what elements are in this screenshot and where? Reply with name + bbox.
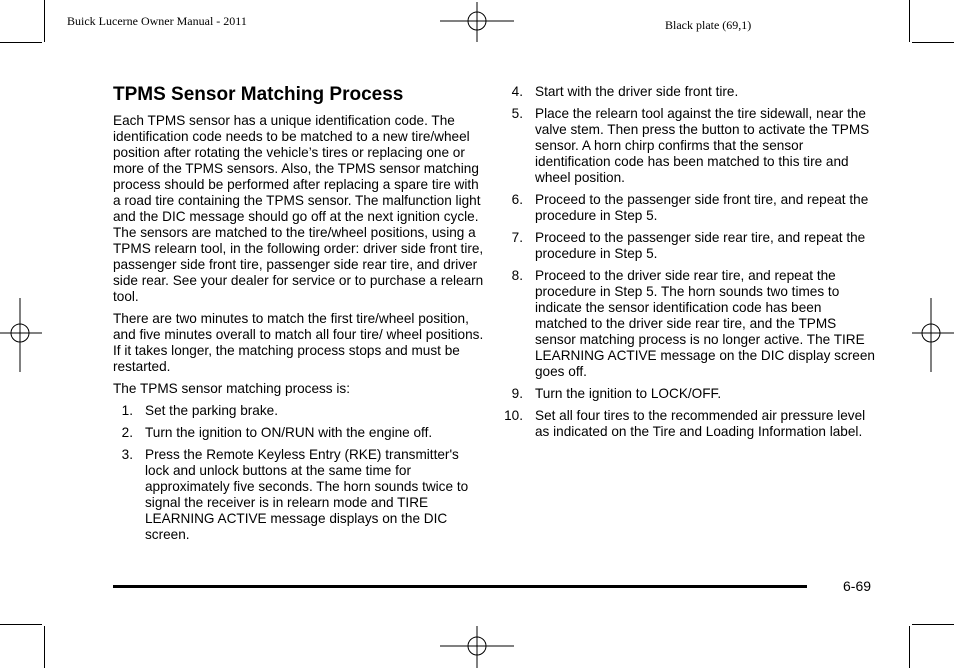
list-item [113,403,485,419]
steps-list [503,84,875,440]
list-item [503,268,875,380]
step-text: Place the relearn tool against the tire sidewall, near the valve stem. Then press the button to activate the TPMS sensor. A horn chirp confirms that the sensor identification code has been matched to this tire and wheel position. [535,106,870,185]
step-number: 3. [121,447,133,462]
list-item [113,447,485,543]
step-text: Press the Remote Keyless Entry (RKE) transmitter's lock and unlock buttons at the same time for approximately five seconds. The horn sounds twice to signal the receiver is in relearn mode and TIRE LEARNING ACTIVE message displays on the DIC screen. [145,447,469,542]
step-text: Proceed to the driver side rear tire, and repeat the procedure in Step 5. The horn sounds two times to indicate the sensor identification code has been matched to the driver side rear tire, and the TPMS sensor matching process is no longer active. The TIRE LEARNING ACTIVE message on the DIC display screen goes off. [535,268,875,379]
paragraph: The TPMS sensor matching process is: [113,381,350,396]
step-text: Proceed to the passenger side rear tire, and repeat the procedure in Step 5. [535,230,866,261]
crop-mark [912,624,954,625]
list-item [113,425,485,441]
crop-mark [909,0,910,42]
registration-mark-top-icon [440,2,514,44]
paragraph: There are two minutes to match the first tire/wheel position, and five minutes overall to match all four tire/ wheel positions. If it takes longer, the matching process stops and must be restarted. [113,311,484,374]
plate-info: Black plate (69,1) [665,18,752,32]
registration-mark-bottom-icon [440,626,514,668]
list-item [503,386,875,402]
step-number: 8. [511,268,523,283]
step-number: 7. [511,230,523,245]
list-item [503,106,875,186]
right-column [503,84,875,446]
step-number: 2. [121,425,133,440]
manual-title: Buick Lucerne Owner Manual - 2011 [67,14,247,28]
step-text: Turn the ignition to ON/RUN with the engine off. [145,425,433,440]
step-number: 6. [511,192,523,207]
list-item [503,192,875,224]
list-item [503,408,875,440]
step-text: Turn the ignition to LOCK/OFF. [535,386,722,401]
step-text: Proceed to the passenger side front tire, and repeat the procedure in Step 5. [535,192,869,223]
page-number: 6-69 [843,578,872,594]
crop-mark [44,0,45,42]
crop-mark [909,626,910,668]
step-number: 9. [511,386,523,401]
steps-list [113,403,485,543]
step-text: Set all four tires to the recommended air pressure level as indicated on the Tire and Loading Information label. [535,408,866,439]
crop-mark [44,626,45,668]
footer-rule [113,585,807,588]
crop-mark [0,42,42,43]
registration-mark-left-icon [0,298,42,372]
crop-mark [912,42,954,43]
step-number: 10. [504,408,523,423]
registration-mark-right-icon [912,298,954,372]
step-number: 5. [511,106,523,121]
list-item [503,230,875,262]
step-number: 4. [511,84,523,99]
step-number: 1. [121,403,133,418]
left-column [113,84,485,549]
list-item [503,84,875,100]
paragraph: Each TPMS sensor has a unique identification code. The identification code needs to be matched to a new tire/wheel position after rotating the vehicle’s tires or replacing one or more of the TPMS sensors. Also, the TPMS sensor matching process should be performed after replacing a spare tire with a road tire containing the TPMS sensor. The malfunction light and the DIC message should go off at the next ignition cycle. The sensors are matched to the tire/wheel positions, using a TPMS relearn tool, in the following order: driver side front tire, passenger side front tire, passenger side rear tire, and driver side rear. See your dealer for service or to purchase a relearn tool. [113,113,484,304]
section-title: TPMS Sensor Matching Process [113,84,404,105]
crop-mark [0,624,42,625]
step-text: Set the parking brake. [145,403,278,418]
step-text: Start with the driver side front tire. [535,84,739,99]
